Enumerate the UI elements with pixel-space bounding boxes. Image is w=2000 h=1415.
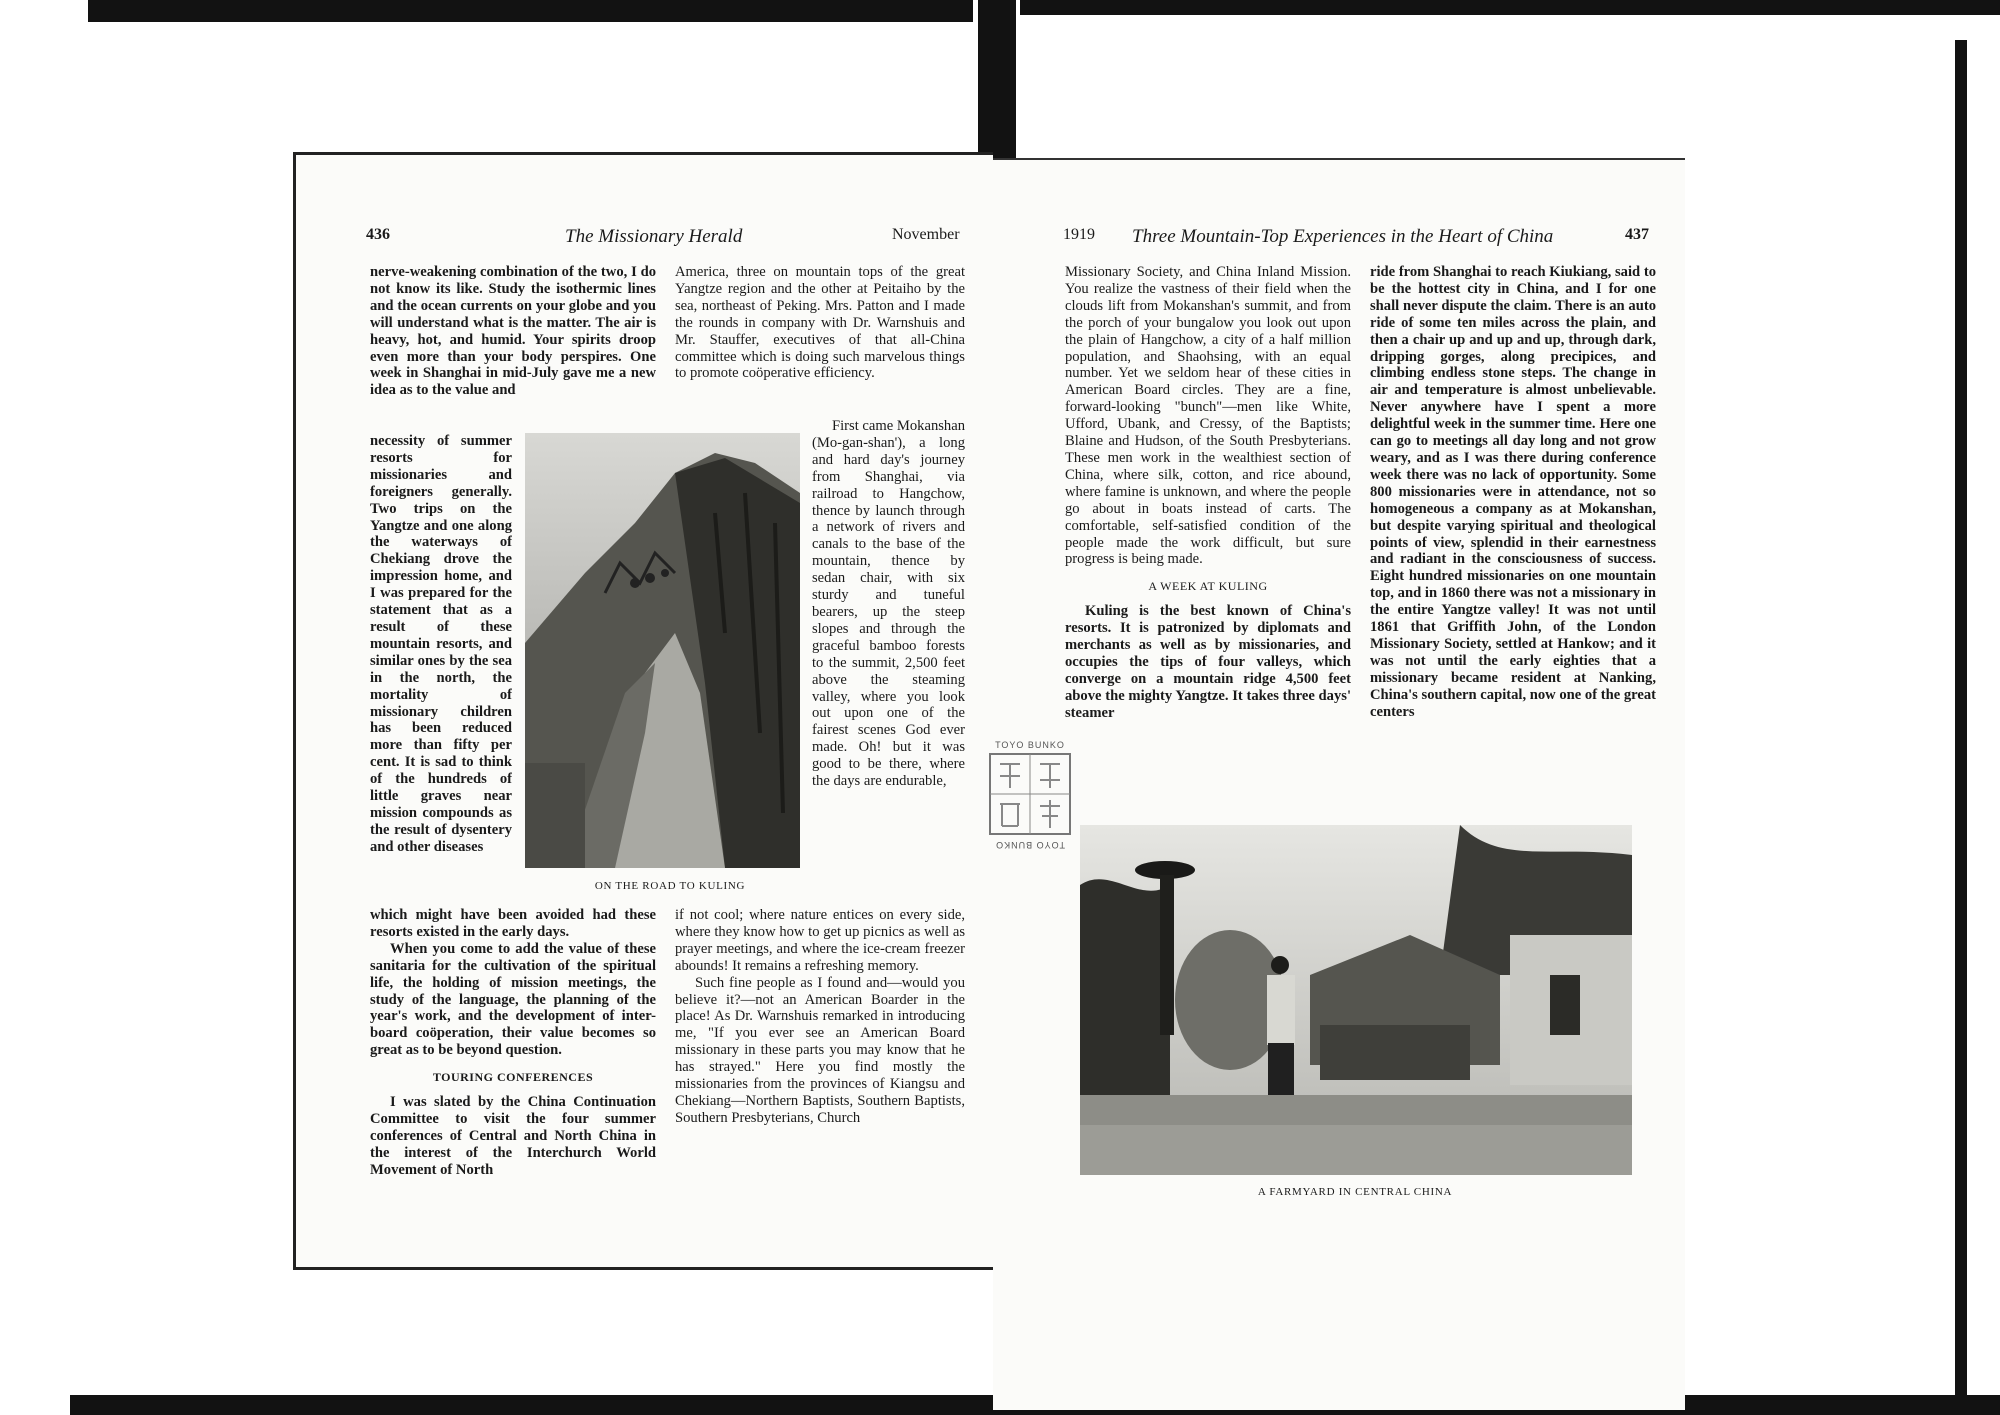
left-col1-narrow bbox=[370, 433, 512, 907]
paragraph: When you come to add the value of these sanitaria for the cultivation of the spiritual life, the holding of mission meetings, the study of the language, the planning of the year's work, and the development of inter-board coöperation, their value becomes so great as to be beyond question. bbox=[370, 940, 656, 1059]
road-to-kuling-photo bbox=[525, 433, 800, 868]
left-col2-narrow bbox=[812, 418, 965, 907]
right-running-title: Three Mountain-Top Experiences in the Heart of China bbox=[1132, 226, 1554, 247]
left-col1-top bbox=[370, 264, 656, 433]
paragraph: which might have been avoided had these resorts existed in the early days. bbox=[370, 907, 656, 940]
paragraph: First came Mokanshan (Mo-gan-shan'), a long and hard day's journey from Shanghai, via railroad to Hangchow, thence by launch through a network of rivers and canals to the base of the mountain, thence by sedan chair, with six sturdy and tuneful bearers, up the steep slopes and through the graceful bamboo forests to the summit, 2,500 feet above the steaming valley, where you look out upon one of the fairest scenes God ever made. Oh! but it was good to be there, where the days are endurable, bbox=[812, 418, 965, 790]
paragraph: Missionary Society, and China Inland Mission. You realize the vastness of their field when the clouds lift from Mokanshan's summit, and from the porch of your bungalow you look out upon the plain of Hangchow, a city of a half million population, and Shaohsing, with an equal number. Yet we seldom hear of these cities in American Board circles. They are a fine, forward-looking "bunch"—men like White, Ufford, Ubank, and Cressy, of the Baptists; Blaine and Hudson, of the South Presbyterians. These men work in the wealthiest section of China, where silk, cotton, and rice abound, where famine is unknown, and where the people go about in boats instead of carts. The comfortable, self-satisfied condition of the people made the work difficult, but sure progress is being made. bbox=[1065, 264, 1351, 568]
gutter-shadow bbox=[978, 0, 1016, 160]
left-col2-top bbox=[675, 264, 965, 433]
farmyard-photo-caption: A FARMYARD IN CENTRAL CHINA bbox=[1257, 1186, 1453, 1198]
left-page-number: 436 bbox=[366, 226, 390, 243]
paragraph: nerve-weakening combination of the two, I do not know its like. Study the isothermic lines and the ocean currents on your globe and you will understand what is the matter. The air is heavy, hot, and humid. Your spirits droop even more than your body perspires. One week in Shanghai in mid-July gave me a new idea as to the value and bbox=[370, 264, 656, 399]
left-running-title: The Missionary Herald bbox=[565, 226, 743, 247]
paragraph: if not cool; where nature entices on every side, where they know how to get up picnics as well as prayer meetings, and where the ice-cream freezer abounds! It remains a refreshing memory. bbox=[675, 907, 965, 974]
paragraph: Such fine people as I found and—would you believe it?—not an American Boarder in the place! As Dr. Warnshuis remarked in introducing me, "If you ever see an American Board missionary in these parts you may know that he has strayed." Here you find mostly the missionaries from the provinces of Kiangsu and Chekiang—Northern Baptists, Southern Baptists, Southern Presbyterians, Church bbox=[675, 974, 965, 1126]
paragraph: Kuling is the best known of China's resorts. It is patronized by diplomats and merchants as well as by missionaries, and occupies the tips of four valleys, which converge on a mountain ridge 4,500 feet above the mighty Yangtze. It takes three days' steamer bbox=[1065, 603, 1351, 721]
farmyard-photo bbox=[1080, 825, 1632, 1175]
stamp-top-text: TOYO BUNKO bbox=[995, 740, 1065, 750]
paragraph: necessity of summer resorts for missionaries and foreigners generally. Two trips on the Yangtze and one along the waterways of Chekiang drove the impression home, and I was prepared for the statement that as a result of these mountain resorts, and similar ones by the sea in the north, the mortality of missionary children has been reduced more than fifty per cent. It is sad to think of the hundreds of little graves near mission compounds as the result of dysentery and other diseases bbox=[370, 433, 512, 855]
road-photo-caption: ON THE ROAD TO KULING bbox=[594, 880, 746, 892]
scan-border-top-left bbox=[88, 0, 973, 22]
left-month: November bbox=[892, 226, 960, 243]
stamp-bottom-text: TOYO BUNKO bbox=[995, 840, 1065, 850]
section-heading: A WEEK AT KULING bbox=[1148, 579, 1268, 594]
farmyard-photo-art bbox=[1080, 825, 1632, 1175]
left-col2-bottom bbox=[675, 907, 965, 1207]
right-col1 bbox=[1065, 264, 1351, 799]
paragraph: ride from Shanghai to reach Kiukiang, said to be the hottest city in China, and I for one shall never dispute the claim. There is an auto ride of some ten miles across the plain, and then a chair up and up and up, through dark, dripping gorges, along precipices, and climbing endless stone steps. The change in air and temperature is almost unbelievable. Never anywhere have I spent a more delightful week in the summer time. Here one can go to meetings all day long and not grow weary, and as I was there during conference week there was no lack of opportunity. Some 800 missionaries were in attendance, not so homogeneous a company as at Mokanshan, but despite varying spiritual and theological points of view, splendid in their earnestness and radiant in the consciousness of success. Eight hundred missionaries on one mountain top, and in 1860 there was not a missionary in the entire Yangtze valley! It was not until 1861 that Griffith John, of the London Missionary Society, settled at Hankow; and it was not until the early eighties that a missionary became resident at Nanking, China's southern capital, now one of the great centers bbox=[1370, 264, 1656, 720]
right-running-head bbox=[0, 226, 2000, 248]
right-col2 bbox=[1370, 264, 1656, 799]
paragraph: America, three on mountain tops of the great Yangtze region and the other at Peitaiho by the sea, northeast of Peking. Mrs. Patton and I made the rounds in company with Dr. Warnshuis and Mr. Stauffer, executives of that all-China committee which is doing such marvelous things to promote coöperative efficiency. bbox=[675, 264, 965, 382]
left-col1-bottom bbox=[370, 907, 656, 1207]
paragraph: I was slated by the China Continuation Committee to visit the four summer conferences of Central and North China in the interest of the Interchurch World Movement of North bbox=[370, 1094, 656, 1178]
scan-border-top-right bbox=[1020, 0, 2000, 15]
road-photo-art bbox=[525, 433, 800, 868]
section-heading: TOURING CONFERENCES bbox=[432, 1070, 594, 1085]
library-stamp bbox=[980, 740, 1080, 850]
right-page-number: 437 bbox=[1625, 226, 1649, 243]
right-year: 1919 bbox=[1063, 226, 1095, 243]
stamp-seal-icon bbox=[980, 750, 1080, 840]
